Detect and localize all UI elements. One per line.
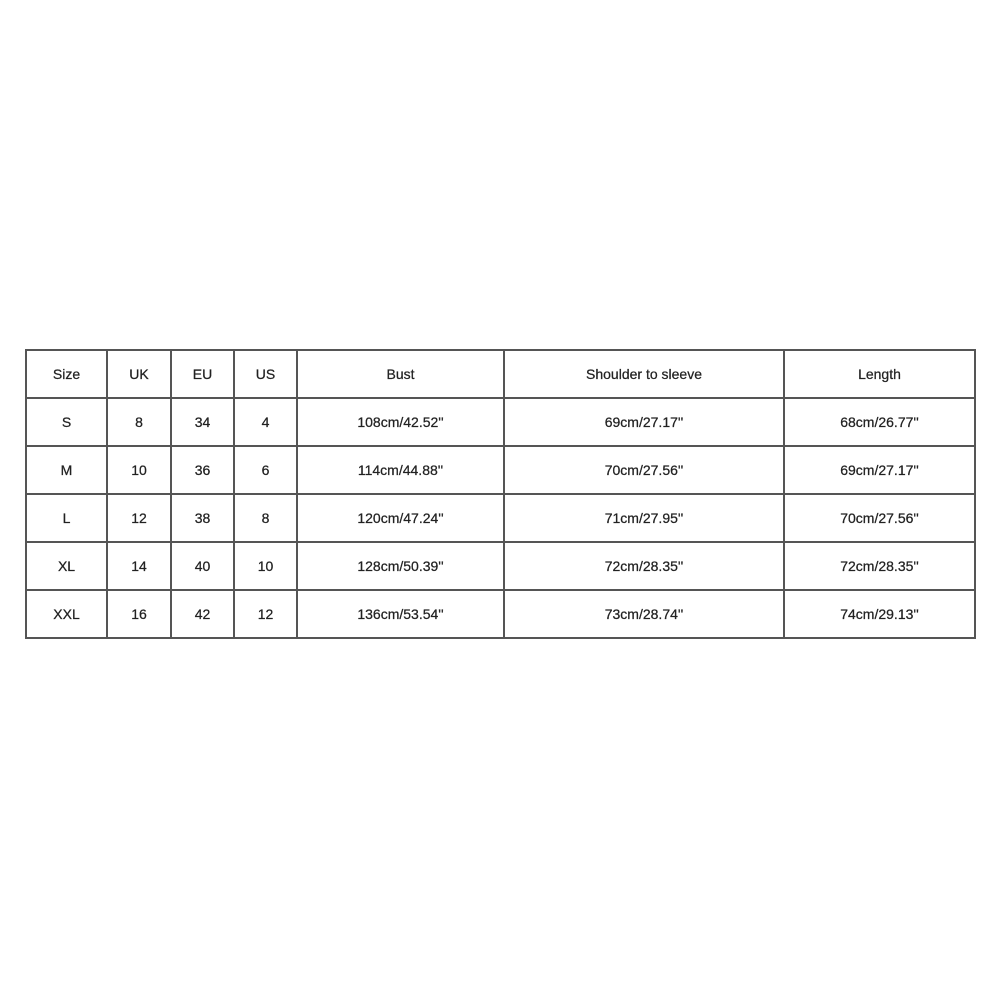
- cell-eu: 36: [171, 446, 234, 494]
- cell-us: 4: [234, 398, 297, 446]
- cell-shoulder-to-sleeve: 72cm/28.35'': [504, 542, 784, 590]
- header-row: [26, 350, 975, 398]
- cell-length: 69cm/27.17'': [784, 446, 975, 494]
- cell-us: 10: [234, 542, 297, 590]
- cell-size: XXL: [26, 590, 107, 638]
- cell-eu: 34: [171, 398, 234, 446]
- header-size: Size: [26, 350, 107, 398]
- cell-us: 8: [234, 494, 297, 542]
- cell-eu: 38: [171, 494, 234, 542]
- cell-size: XL: [26, 542, 107, 590]
- cell-size: L: [26, 494, 107, 542]
- cell-bust: 114cm/44.88'': [297, 446, 504, 494]
- cell-uk: 12: [107, 494, 171, 542]
- cell-length: 72cm/28.35'': [784, 542, 975, 590]
- cell-length: 74cm/29.13'': [784, 590, 975, 638]
- header-shoulder-to-sleeve: Shoulder to sleeve: [504, 350, 784, 398]
- cell-shoulder-to-sleeve: 69cm/27.17'': [504, 398, 784, 446]
- cell-length: 68cm/26.77'': [784, 398, 975, 446]
- cell-length: 70cm/27.56'': [784, 494, 975, 542]
- cell-uk: 8: [107, 398, 171, 446]
- size-chart-table: [25, 349, 976, 639]
- cell-size: S: [26, 398, 107, 446]
- header-length: Length: [784, 350, 975, 398]
- header-uk: UK: [107, 350, 171, 398]
- cell-bust: 108cm/42.52'': [297, 398, 504, 446]
- table-row: [26, 446, 975, 494]
- cell-eu: 42: [171, 590, 234, 638]
- cell-shoulder-to-sleeve: 73cm/28.74'': [504, 590, 784, 638]
- cell-uk: 14: [107, 542, 171, 590]
- cell-bust: 120cm/47.24'': [297, 494, 504, 542]
- table-row: [26, 494, 975, 542]
- cell-shoulder-to-sleeve: 70cm/27.56'': [504, 446, 784, 494]
- table-row: [26, 542, 975, 590]
- cell-shoulder-to-sleeve: 71cm/27.95'': [504, 494, 784, 542]
- cell-bust: 136cm/53.54'': [297, 590, 504, 638]
- cell-us: 12: [234, 590, 297, 638]
- header-eu: EU: [171, 350, 234, 398]
- cell-bust: 128cm/50.39'': [297, 542, 504, 590]
- cell-eu: 40: [171, 542, 234, 590]
- cell-size: M: [26, 446, 107, 494]
- table-row: [26, 398, 975, 446]
- cell-uk: 10: [107, 446, 171, 494]
- header-bust: Bust: [297, 350, 504, 398]
- cell-us: 6: [234, 446, 297, 494]
- table-row: [26, 590, 975, 638]
- header-us: US: [234, 350, 297, 398]
- cell-uk: 16: [107, 590, 171, 638]
